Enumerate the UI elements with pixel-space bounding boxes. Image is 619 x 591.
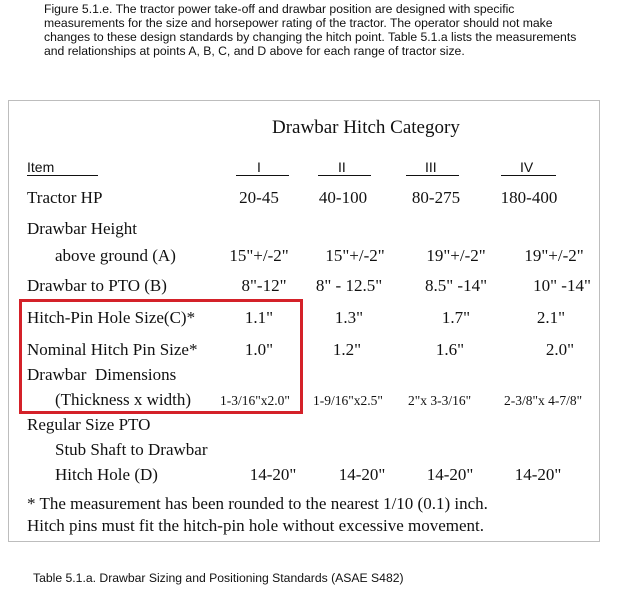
header-underline-1 — [236, 175, 289, 176]
cell-tractor-hp-2: 40-100 — [318, 188, 368, 207]
cell-thickness-width-2: 1-9/16"x2.5" — [313, 393, 383, 408]
cell-tractor-hp-4: 180-400 — [500, 188, 558, 207]
cell-nominal-hitch-pin-4: 2.0" — [545, 340, 575, 359]
header-underline-item — [27, 175, 98, 176]
cell-tractor-hp-1: 20-45 — [239, 188, 279, 207]
cell-above-ground-4: 19"+/-2" — [524, 246, 584, 265]
cell-hitch-pin-hole-4: 2.1" — [536, 308, 566, 327]
row-label-tractor-hp: Tractor HP — [27, 188, 103, 207]
header-underline-4 — [501, 175, 556, 176]
cell-thickness-width-1: 1-3/16"x2.0" — [220, 393, 290, 408]
row-label-hitch-hole: Hitch Hole (D) — [55, 465, 158, 484]
cell-hitch-hole-4: 14-20" — [514, 465, 562, 484]
cell-above-ground-2: 15"+/-2" — [325, 246, 385, 265]
cell-tractor-hp-3: 80-275 — [411, 188, 461, 207]
row-label-drawbar-dimensions: Drawbar Dimensions — [27, 365, 177, 384]
cell-hitch-hole-2: 14-20" — [338, 465, 386, 484]
header-col-4: IV — [520, 159, 534, 175]
header-col-3: III — [425, 159, 437, 175]
cell-drawbar-to-pto-1: 8"-12" — [241, 276, 287, 295]
figure-caption: Figure 5.1.e. The tractor power take-off and drawbar position are designed with specific measurements for the size and horsepower rating of the tractor. The operator should not make changes to these design standards by changing the hitch point. Table 5.1.a lists the measurements and relationships at points A, B, C, and D above for each range of tractor size. — [44, 2, 577, 58]
cell-above-ground-1: 15"+/-2" — [229, 246, 289, 265]
cell-thickness-width-3: 2"x 3-3/16" — [408, 393, 472, 408]
cell-hitch-pin-hole-1: 1.1" — [244, 308, 274, 327]
table-caption: Table 5.1.a. Drawbar Sizing and Positioning Standards (ASAE S482) — [33, 571, 404, 585]
cell-hitch-hole-1: 14-20" — [249, 465, 297, 484]
row-label-hitch-pin-hole-size: Hitch-Pin Hole Size(C)* — [27, 308, 196, 327]
footnote-rounding: * The measurement has been rounded to the nearest 1/10 (0.1) inch. — [27, 494, 488, 513]
row-label-thickness-width: (Thickness x width) — [55, 390, 191, 409]
row-label-nominal-hitch-pin-size: Nominal Hitch Pin Size* — [27, 340, 198, 359]
highlight-box — [19, 299, 303, 414]
row-label-drawbar-to-pto: Drawbar to PTO (B) — [27, 276, 167, 295]
cell-nominal-hitch-pin-2: 1.2" — [332, 340, 362, 359]
header-col-1: I — [257, 159, 261, 175]
cell-above-ground-3: 19"+/-2" — [426, 246, 486, 265]
header-item: Item — [27, 159, 55, 175]
cell-hitch-pin-hole-2: 1.3" — [334, 308, 364, 327]
footnote-hitch-pins: Hitch pins must fit the hitch-pin hole without excessive movement. — [27, 516, 485, 535]
cell-drawbar-to-pto-2: 8" - 12.5" — [315, 276, 383, 295]
row-label-drawbar-height: Drawbar Height — [27, 219, 137, 238]
header-underline-3 — [406, 175, 459, 176]
header-underline-2 — [318, 175, 371, 176]
row-label-above-ground: above ground (A) — [55, 246, 176, 265]
cell-nominal-hitch-pin-1: 1.0" — [244, 340, 274, 359]
header-col-2: II — [338, 159, 346, 175]
cell-hitch-hole-3: 14-20" — [426, 465, 474, 484]
cell-drawbar-to-pto-4: 10" -14" — [533, 276, 591, 295]
cell-thickness-width-4: 2-3/8"x 4-7/8" — [504, 393, 583, 408]
row-label-regular-size-pto: Regular Size PTO — [27, 415, 151, 434]
cell-hitch-pin-hole-3: 1.7" — [441, 308, 471, 327]
cell-drawbar-to-pto-3: 8.5" -14" — [424, 276, 488, 295]
table-title: Drawbar Hitch Category — [272, 117, 460, 138]
cell-nominal-hitch-pin-3: 1.6" — [435, 340, 465, 359]
row-label-stub-shaft: Stub Shaft to Drawbar — [55, 440, 208, 459]
